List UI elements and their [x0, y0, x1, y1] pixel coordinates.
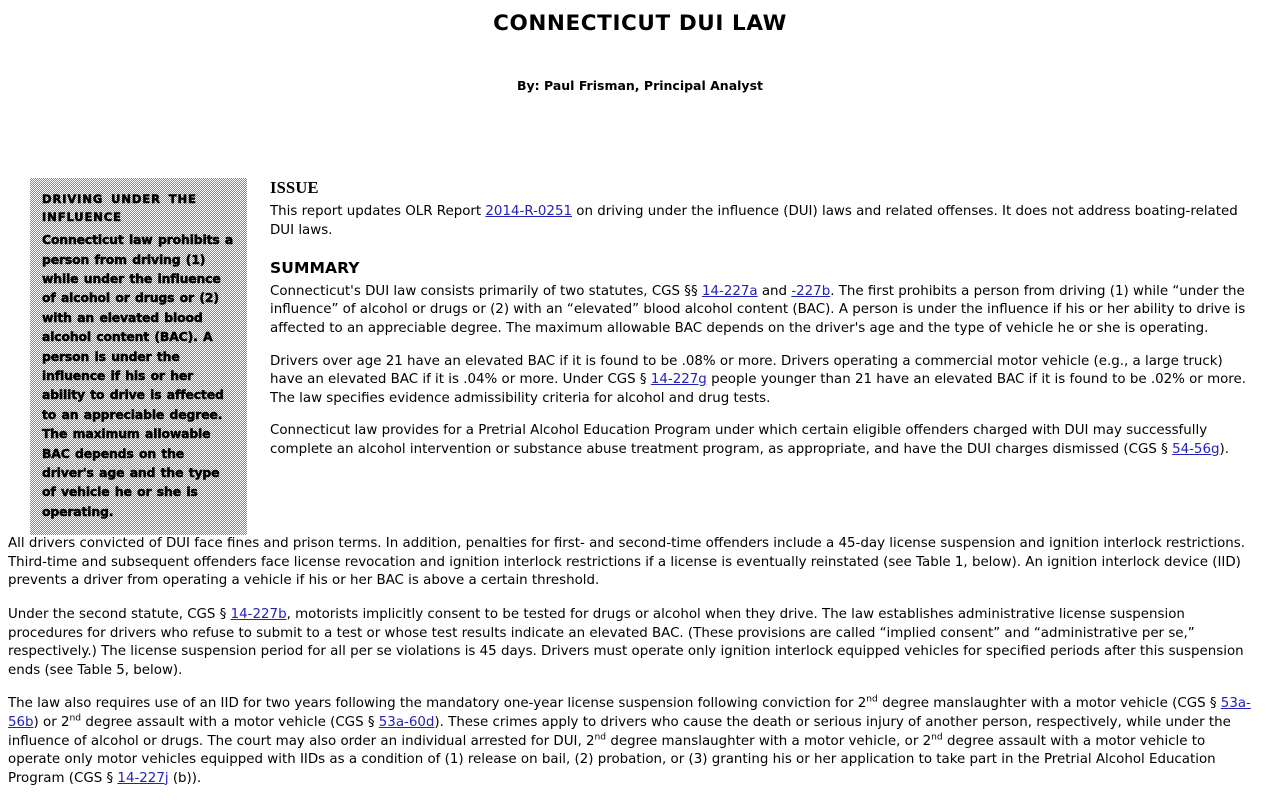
issue-text-before-link: This report updates OLR Report — [270, 203, 486, 219]
summary-p2-seg-a: Drivers over age 21 have an elevated BAC if it is found to be .08% or more. Drivers operating a commercial motor vehicle (e.g., a large truck) have an elevated BAC if it is .04% or more. Under CGS § — [270, 353, 1223, 388]
link-54-56g[interactable]: 54-56g — [1172, 441, 1220, 457]
body-p3-seg-a: The law also requires use of an IID for two years following the mandatory one-year license suspension following conviction for 2 — [8, 696, 867, 712]
body-p3-seg-h: (b)). — [168, 770, 202, 786]
section-heading-summary: SUMMARY — [270, 259, 360, 278]
two-column-region — [0, 178, 1280, 519]
link-2014-r-0251[interactable]: 2014-R-0251 — [485, 203, 572, 219]
summary-paragraph-1 — [270, 283, 1258, 339]
link-53a-60d[interactable]: 53a-60d — [378, 715, 435, 731]
body-p2-seg-b: , motorists implicitly consent to be tested for drugs or alcohol when they drive. The law establishes administrative license suspension procedures for drivers who refuse to submit to a test or whose test results indicate an elevated BAC. (These provisions are called “implied consent” and “administrative per se,” respectively.) The license suspension period for all per se violations is 45 days. Drivers must operate only ignition interlock equipped vehicles for specified periods after this suspension ends (see Table 5, below). — [8, 607, 1244, 678]
body-paragraph-2 — [8, 606, 1258, 680]
body-p3-seg-e: ). These crimes apply to drivers who cause the death or serious injury of another person, respectively, while under the influence of alcohol or drugs. The court may also order an individual arrested for DUI, 2 — [8, 715, 1231, 749]
summary-p1-seg-b: and — [757, 283, 792, 299]
link-14-227a[interactable]: 14-227a — [701, 283, 758, 299]
summary-p2-seg-b: people younger than 21 have an elevated BAC if it is found to be .02% or more. The law specifies evidence admissibility criteria for alcohol and drug tests. — [270, 372, 1247, 406]
ordinal-suffix-4: nd — [931, 732, 943, 743]
summary-p3-seg-a: Connecticut law provides for a Pretrial Alcohol Education Program under which certain eligible offenders charged with DUI may successfully complete an alcohol intervention or substance abuse treatment program, as appropriate, and have the DUI charges dismissed (CGS § — [270, 423, 1208, 457]
body-p3-seg-f: degree manslaughter with a motor vehicle, or 2 — [606, 733, 932, 749]
body-p3-seg-d: degree assault with a motor vehicle (CGS § — [81, 715, 379, 731]
body-p3-seg-g: degree assault with a motor vehicle to operate only motor vehicles equipped with IIDs as a condition of (1) release on bail, (2) probation, or (3) granting his or her application to take part in the Pretrial Alcohol Education Program (CGS § — [8, 733, 1216, 786]
ordinal-suffix-1: nd — [866, 694, 878, 705]
section-heading-issue: ISSUE — [270, 178, 319, 198]
body-paragraph-1: All drivers convicted of DUI face fines and prison terms. In addition, penalties for first- and second-time offenders include a 45-day license suspension and ignition interlock restrictions. Third-time and subsequent offenders face license revocation and ignition interlock restrictions if a license is eventually reinstated (see Table 1, below). An ignition interlock device (IID) prevents a driver from operating a vehicle if his or her BAC is above a certain threshold. — [8, 536, 1245, 589]
link-14-227b[interactable]: 14-227b — [230, 607, 287, 623]
link-53a-56b[interactable]: 53a-56b — [8, 696, 1251, 731]
summary-p1-seg-a: Connecticut's DUI law consists primarily of two statutes, CGS §§ — [270, 283, 702, 299]
sidebar-heading: DRIVING UNDER THE INFLUENCE — [42, 192, 197, 225]
page-title: CONNECTICUT DUI LAW — [493, 11, 787, 36]
link-227b[interactable]: -227b — [791, 283, 831, 299]
ordinal-suffix-3: nd — [594, 732, 607, 743]
issue-text-after-link: on driving under the influence (DUI) laws and related offenses. It does not address boating-related DUI laws. — [270, 203, 1238, 238]
pull-quote-sidebar — [30, 178, 247, 535]
body-p2-seg-a: Under the second statute, CGS § — [8, 607, 231, 623]
link-14-227g[interactable]: 14-227g — [650, 372, 707, 388]
body-paragraph-3 — [8, 695, 1258, 788]
summary-p3-seg-b: ). — [1219, 441, 1229, 457]
issue-paragraph — [270, 203, 1258, 240]
full-width-region — [0, 535, 1280, 788]
main-column — [270, 178, 1258, 459]
summary-paragraph-3 — [270, 422, 1258, 459]
summary-paragraph-2 — [270, 353, 1258, 409]
link-14-227j[interactable]: 14-227j — [117, 770, 169, 786]
ordinal-suffix-2: nd — [69, 713, 82, 724]
sidebar-body-text: Connecticut law prohibits a person from driving (1) while under the influence of alcohol or drugs or (2) with an elevated blood alcohol content (BAC). A person is under the influence if his or her ability to drive is affected to an appreciable degree. The maximum allowable BAC depends on the driver's age and the type of vehicle he or she is operating. — [42, 232, 234, 519]
author-byline: By: Paul Frisman, Principal Analyst — [517, 77, 763, 93]
summary-p1-seg-c: . The first prohibits a person from driving (1) while “under the influence” of alcohol or drugs or (2) with an “elevated” blood alcohol content (BAC). A person is under the influence if his or her ability to drive is affected to an appreciable degree. The maximum allowable BAC depends on the driver's age and the type of vehicle he or she is operating. — [270, 283, 1246, 336]
body-p3-seg-b: degree manslaughter with a motor vehicle (CGS § — [877, 696, 1221, 712]
body-p3-seg-c: ) or 2 — [33, 715, 70, 731]
